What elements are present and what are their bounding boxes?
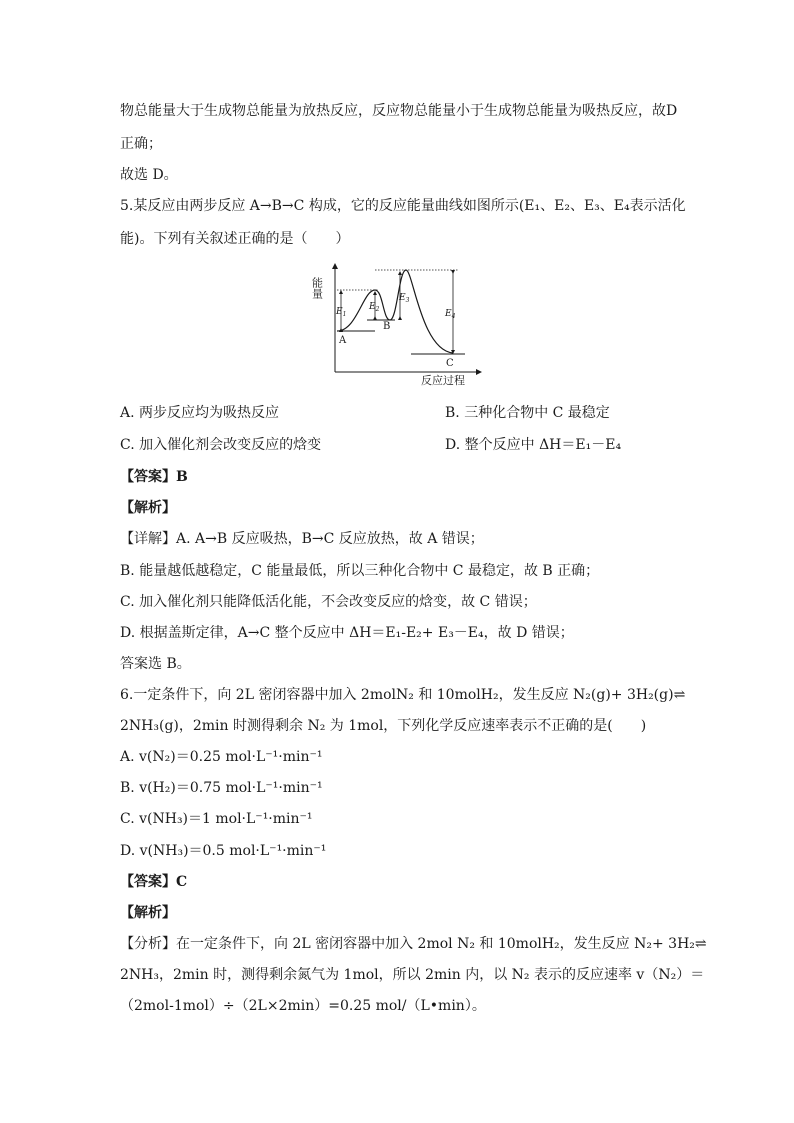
q6-analysis-title: 【解析】 bbox=[120, 905, 176, 921]
q5-answer: 【答案】B bbox=[120, 469, 188, 485]
prev-text-line: 故选 D。 bbox=[120, 167, 178, 183]
y-axis-label: 能量 bbox=[310, 277, 324, 299]
q5-detail: 【详解】A. A→B 反应吸热，B→C 反应放热，故 A 错误； bbox=[120, 531, 484, 547]
q6-analysis: （2mol-1mol）÷（2L×2min）=0.25 mol/（L•min）。 bbox=[120, 998, 486, 1014]
q5-option-a: A. 两步反应均为吸热反应 bbox=[120, 405, 280, 421]
q5-stem: 能)。下列有关叙述正确的是（ ） bbox=[120, 231, 350, 247]
q5-detail: C. 加入催化剂只能降低活化能，不会改变反应的焓变，故 C 错误； bbox=[120, 594, 537, 610]
q6-analysis: 2NH₃，2min 时，测得剩余氮气为 1mol，所以 2min 内，以 N₂ 表示的反应速率 v（N₂）＝ bbox=[120, 967, 705, 983]
q6-answer: 【答案】C bbox=[120, 874, 188, 890]
reaction-curve bbox=[337, 270, 453, 353]
q6-option-b: B. v(H₂)＝0.75 mol·L⁻¹·min⁻¹ bbox=[120, 780, 323, 796]
point-label-a: A bbox=[339, 335, 347, 346]
q5-option-d: D. 整个反应中 ΔH＝E₁－E₄ bbox=[445, 437, 622, 453]
prev-text-line: 物总能量大于生成物总能量为放热反应，反应物总能量小于生成物总能量为吸热反应，故D bbox=[120, 103, 678, 119]
q6-option-c: C. v(NH₃)＝1 mol·L⁻¹·min⁻¹ bbox=[120, 811, 313, 827]
q6-option-a: A. v(N₂)＝0.25 mol·L⁻¹·min⁻¹ bbox=[120, 749, 323, 765]
energy-label-e4: $E_4$ bbox=[445, 309, 456, 320]
x-axis-label: 反应过程 bbox=[421, 374, 465, 387]
q5-stem: 5.某反应由两步反应 A→B→C 构成，它的反应能量曲线如图所示(E₁、E₂、E₃、E₄表示活化 bbox=[120, 198, 686, 214]
q5-detail: D. 根据盖斯定律，A→C 整个反应中 ΔH＝E₁-E₂+ E₃－E₄，故 D 错误； bbox=[120, 625, 574, 641]
q5-option-c: C. 加入催化剂会改变反应的焓变 bbox=[120, 437, 322, 453]
q6-stem: 6.一定条件下，向 2L 密闭容器中加入 2molN₂ 和 10molH₂，发生反应 N₂(g)+ 3H₂(g)⇌ bbox=[120, 687, 686, 703]
q5-option-b: B. 三种化合物中 C 最稳定 bbox=[445, 405, 610, 421]
prev-text-line: 正确； bbox=[120, 136, 162, 152]
energy-diagram bbox=[310, 260, 483, 390]
q6-analysis: 【分析】在一定条件下，向 2L 密闭容器中加入 2mol N₂ 和 10molH₂，发生反应 N₂+ 3H₂⇌ bbox=[120, 936, 707, 952]
energy-label-e3: $E_3$ bbox=[399, 293, 410, 304]
energy-label-e1: $E_1$ bbox=[336, 307, 347, 318]
point-label-b: B bbox=[383, 321, 391, 332]
q5-detail: B. 能量越低越稳定，C 能量最低，所以三种化合物中 C 最稳定，故 B 正确； bbox=[120, 563, 600, 579]
energy-label-e2: $E_2$ bbox=[369, 302, 380, 313]
q5-analysis-title: 【解析】 bbox=[120, 500, 176, 516]
point-label-c: C bbox=[446, 358, 454, 369]
q6-option-d: D. v(NH₃)＝0.5 mol·L⁻¹·min⁻¹ bbox=[120, 843, 327, 859]
q5-conclusion: 答案选 B。 bbox=[120, 656, 191, 672]
q6-stem: 2NH₃(g)，2min 时测得剩余 N₂ 为 1mol，下列化学反应速率表示不正确的是( ) bbox=[120, 718, 647, 734]
